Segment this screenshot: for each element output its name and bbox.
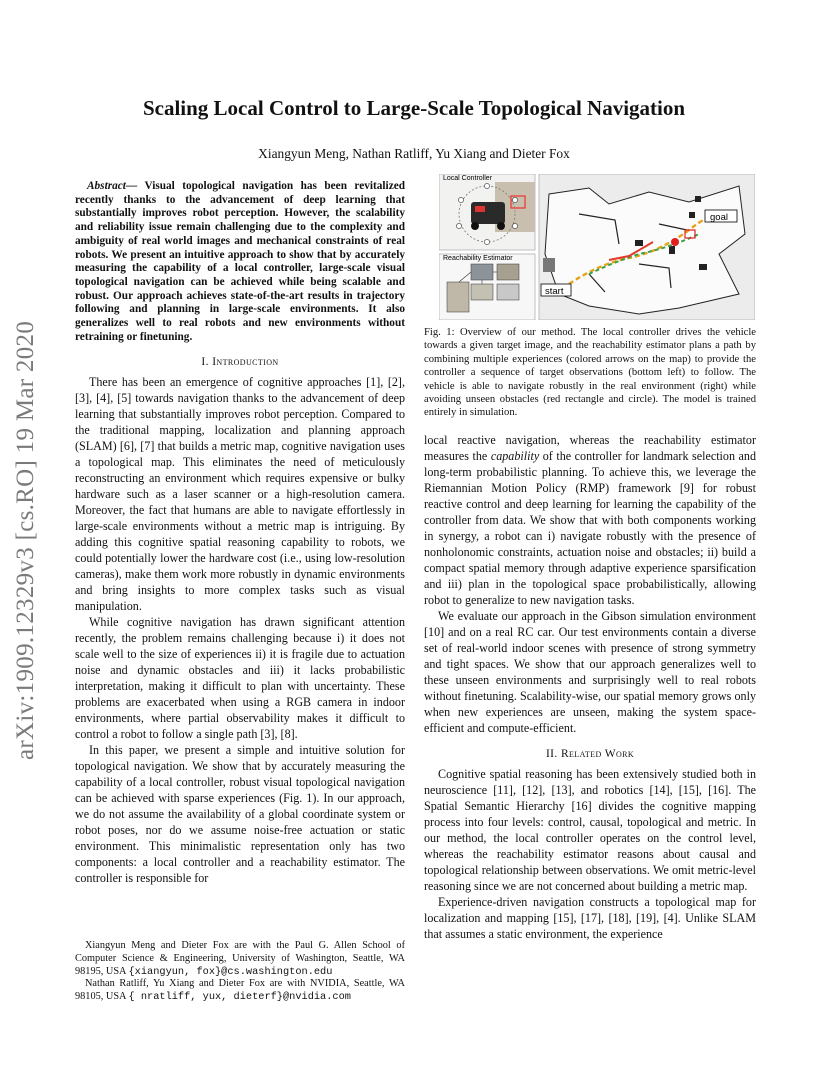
email-uw: {xiangyun, fox}@cs.washington.edu [128, 965, 333, 978]
footnote [75, 940, 405, 1004]
reachability-label: Reachability Estimator [443, 255, 513, 262]
section-number: II. [545, 748, 558, 760]
intro-paragraph-1: There has been an emergence of cognitive approaches [1], [2], [3], [4], [5] towards navigation thanks to the advancement of deep learning that substantially improves robot perception. Compared to the traditional mapping, localization and planning approach (SLAM) [6], [7] that builds a metric map, cognitive navigation uses a topological map. This eliminates the need of meticulously reconstructing an environment which requires expensive or bulky hardware such as a laser scanner or a high-resolution camera. Moreover, the fact that humans are able to navigate effortlessly in large-scale environments without a metric map is intriguing. By adding this cognitive spatial reasoning capability to robots, we could potentially lower the hardware cost (i.e., using low-resolution cameras), make them work more robustly in dynamic environments and bring insights to more complex tasks such as visual manipulation. [75, 375, 405, 614]
figure-1-graphic [439, 174, 755, 320]
section-number: I. [201, 356, 209, 369]
local-controller-label: Local Controller [443, 175, 493, 182]
paper-authors: Xiangyun Meng, Nathan Ratliff, Yu Xiang and Dieter Fox [258, 146, 570, 161]
figure-1 [439, 174, 755, 320]
map-floorplan [545, 186, 745, 314]
section-title: Related Work [560, 748, 635, 760]
footnote-affiliation-2 [75, 978, 405, 1004]
section-heading-introduction [75, 354, 405, 370]
intro-paragraph-2: While cognitive navigation has drawn significant attention recently, the problem remains challenging because i) it does not scale well to the size of experiences ii) it is fragile due to actuation noise and dynamic obstacles and iii) it lacks probabilistic interpretation, making it difficult to plan with uncertainty. These problems are exacerbated when using a RGB camera in indoor environments, where partial observability makes it difficult to control a robot to follow a single path [3], [8]. [75, 615, 405, 742]
intro-paragraph-5: We evaluate our approach in the Gibson simulation environment [10] and on a real RC car. Our test environments contain a diverse set of real-world indoor scenes with presence of strong symmetry and tight spaces. We show that our approach generalizes well to these unseen environments and surprisingly well to real robots without finetuning. Scalability-wise, our spatial memory grows only when new experiences are unseen, making the system space-efficient and compute-efficient. [424, 609, 756, 735]
abstract: Abstract— Visual topological navigation has been revitalized recently thanks to the advancement of deep learning that substantially improves robot perception. However, the scalability and reliability issue remain challenging due to the complexity and ambiguity of real world images and mechanical constraints of real robots. We present an intuitive approach to show that by accurately measuring the capability of a local controller, large-scale visual topological navigation can be achieved while being scalable and robust. Our approach achieves state-of-the-art results in trajectory following and planning in large-scale environments. It also generalizes well to real robots and new environments without retraining or finetuning. [75, 180, 406, 343]
obstacle-circle [671, 238, 679, 246]
right-column [424, 432, 756, 942]
rc-car-icon [471, 202, 505, 224]
section-heading-related-work [424, 746, 756, 762]
arxiv-identifier: arXiv:1909.12329v3 [cs.RO] 19 Mar 2020 [12, 320, 39, 760]
abstract-label: Abstract [87, 180, 126, 192]
figure-caption: Fig. 1: Overview of our method. The local controller drives the vehicle towards a given target image, and the reachability estimator plans a path by combining multiple experiences (colored arrows on the map) to provide the controller a sequence of target observations (bottom left) to follow. The vehicle is able to navigate robustly in the real environment (right) while avoiding unseen obstacles (red rectangle and circle). The model is trained entirely in simulation. [424, 327, 756, 419]
footnote-affiliation-1 [75, 940, 405, 978]
intro-paragraph-3: In this paper, we present a simple and intuitive solution for topological navigation. We show that by accurately measuring the capability of a local controller, robust visual topological navigation can be achieved with sparse experiences (Fig. 1). In our approach, we do not assume the availability of a global coordinate system or robot poses, nor do we assume noise-free actuation or static environment. This minimalistic representation only has two components: a local controller and a reachability estimator. The controller is responsible for [75, 743, 405, 886]
intro-paragraph-4 [424, 432, 756, 608]
paper-title: Scaling Local Control to Large-Scale Topological Navigation [142, 96, 686, 120]
start-label: start [545, 286, 564, 297]
section-title: Introduction [212, 356, 279, 369]
left-column [75, 180, 405, 886]
footnote-text-2: Nathan Ratliff, Yu Xiang and Dieter Fox are with NVIDIA, Seattle, WA 98105, USA [75, 978, 405, 1003]
related-paragraph-2: Experience-driven navigation constructs a topological map for localization and mapping [15], [17], [18], [19], [4]. Unlike SLAM that assumes a static environment, the experience [424, 895, 756, 941]
goal-label: goal [710, 212, 728, 223]
intro-p4-part-a: local reactive navigation, whereas the reachability estimator measures the [424, 433, 756, 463]
intro-p4-emphasis: capability [490, 449, 540, 463]
abstract-text: Visual topological navigation has been revitalized recently thanks to the advancement of deep learning that substantially improves robot perception. However, the scalability and reliability issue remain challenging due to the complexity and ambiguity of real world images and mechanical constraints of real robots. We present an intuitive approach to show that by accurately measuring the capability of a local controller, large-scale visual topological navigation can be achieved while being scalable and robust. Our approach achieves state-of-the-art results in trajectory following and planning in large-scale environments. It also generalizes well to real robots and new environments without retraining or finetuning. [75, 180, 406, 343]
footnote-text-1: Xiangyun Meng and Dieter Fox are with the Paul G. Allen School of Computer Science & Engineering, University of Washington, Seattle, WA 98195, USA [75, 940, 405, 977]
related-paragraph-1: Cognitive spatial reasoning has been extensively studied both in neuroscience [11], [12], [13], and robotics [14], [15], [16]. The Spatial Semantic Hierarchy [16] divides the cognitive mapping process into four levels: control, causal, topological and metric. In our method, the local controller operates on the control level, whereas the reachability estimator reasons about causal and topological relationship between observations. We omit metric-level reasoning since we are not concerned about building a metric map. [424, 767, 756, 893]
intro-p4-part-b: of the controller for landmark selection and long-term probabilistic planning. To achieve this, we leverage the Riemannian Motion Policy (RMP) framework [9] for robust reactive control and deep learning for learning the capability of the controller from data. We show that with both components working in synergy, a robot can i) navigate robustly with the presence of nonholonomic constraints, actuation noise and obstacles; ii) build a compact spatial memory through adaptive experience sparsification and iii) plan in the topological space probabilistically, allowing robot to generalize to new navigation tasks. [424, 449, 756, 607]
email-nvidia: { nratliff, yux, dieterf}@nvidia.com [128, 991, 351, 1004]
